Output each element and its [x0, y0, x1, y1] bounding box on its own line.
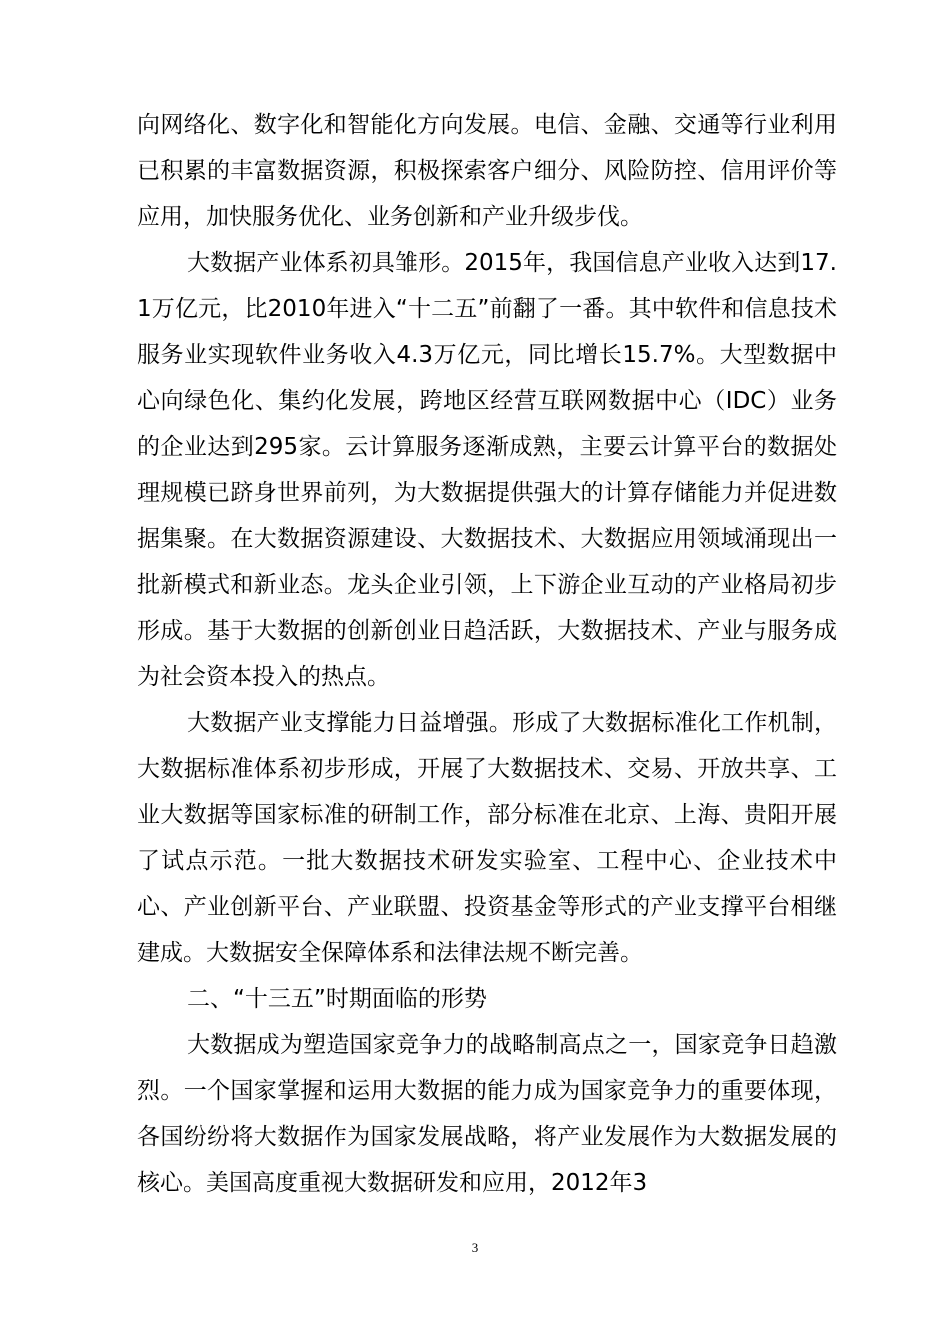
paragraph-continued: 向网络化、数字化和智能化方向发展。电信、金融、交通等行业利用已积累的丰富数据资源，积极探索客户细分、风险防控、信用评价等应用，加快服务优化、业务创新和产业升级步伐。 — [137, 112, 837, 230]
section-heading: 二、“十三五”时期面临的形势 — [187, 986, 487, 1012]
page-number: 3 — [471, 1240, 479, 1255]
body-text — [137, 102, 837, 1206]
paragraph-support-capability: 大数据产业支撑能力日益增强。形成了大数据标准化工作机制，大数据标准体系初步形成，开展了大数据技术、交易、开放共享、工业大数据等国家标准的研制工作，部分标准在北京、上海、贵阳开展了试点示范。一批大数据技术研发实验室、工程中心、企业技术中心、产业创新平台、产业联盟、投资基金等形式的产业支撑平台相继建成。大数据安全保障体系和法律法规不断完善。 — [137, 710, 837, 966]
paragraph-national-competition: 大数据成为塑造国家竞争力的战略制高点之一，国家竞争日趋激烈。一个国家掌握和运用大数据的能力成为国家竞争力的重要体现，各国纷纷将大数据作为国家发展战略，将产业发展作为大数据发展的核心。美国高度重视大数据研发和应用，2012年3 — [137, 1032, 837, 1196]
paragraph-industry-system: 大数据产业体系初具雏形。2015年，我国信息产业收入达到17.1万亿元，比2010年进入“十二五”前翻了一番。其中软件和信息技术服务业实现软件业务收入4.3万亿元，同比增长15.7%。大型数据中心向绿色化、集约化发展，跨地区经营互联网数据中心（IDC）业务的企业达到295家。云计算服务逐渐成熟，主要云计算平台的数据处理规模已跻身世界前列，为大数据提供强大的计算存储能力并促进数据集聚。在大数据资源建设、大数据技术、大数据应用领域涌现出一批新模式和新业态。龙头企业引领，上下游企业互动的产业格局初步形成。基于大数据的创新创业日趋活跃，大数据技术、产业与服务成为社会资本投入的热点。 — [137, 250, 837, 690]
